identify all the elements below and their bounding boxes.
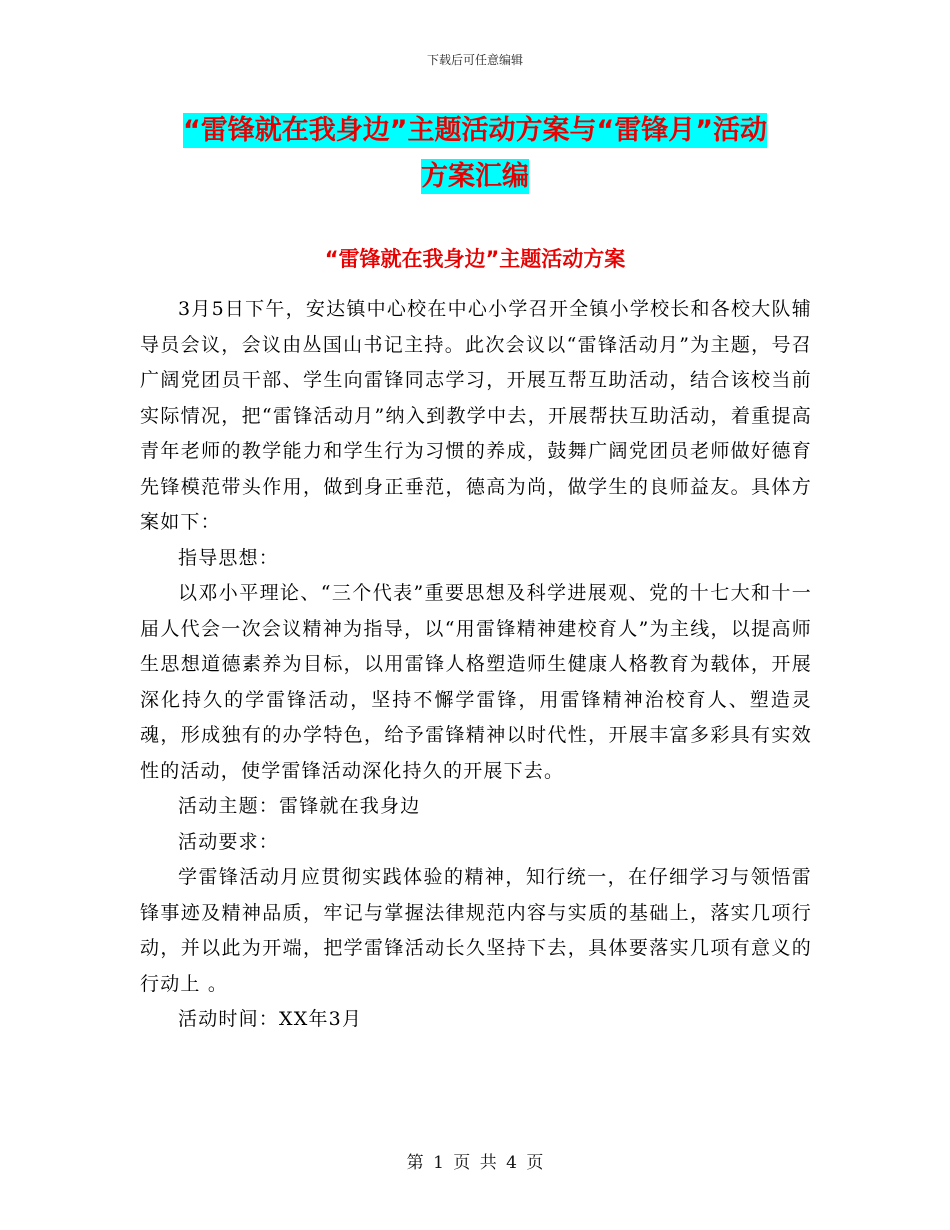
section-title: “雷锋就在我身边”主题活动方案 [324,247,626,271]
paragraph-guiding-thought: 以邓小平理论、“三个代表”重要思想及科学进展观、党的十七大和十一届人代会一次会议精神为指导，以“用雷锋精神建校育人”为主线，以提高师生思想道德素养为目标，以用雷锋人格塑造师生健康人格教育为载体，开展深化持久的学雷锋活动，坚持不懈学雷锋，用雷锋精神治校育人、塑造灵魂，形成独有的办学特色，给予雷锋精神以时代性，开展丰富多彩具有实效性的活动，使学雷锋活动深化持久的开展下去。 [140,582,812,782]
document-title [140,108,810,200]
paragraph-requirements: 学雷锋活动月应贯彻实践体验的精神，知行统一，在仔细学习与领悟雷锋事迹及精神品质，牢记与掌握法律规范内容与实质的基础上，落实几项行动，并以此为开端，把学雷锋活动长久坚持下去，具体要落实几项有意义的行动上 。 [140,866,812,995]
document-body [140,292,812,1038]
document-title-line2: 方案汇编 [421,161,529,192]
document-title-line1: “雷锋就在我身边”主题活动方案与“雷锋月”活动 [183,115,767,146]
paragraph-requirements-heading: 活动要求： [178,830,280,853]
paragraph-intro: 3月5日下午，安达镇中心校在中心小学召开全镇小学校长和各校大队辅导员会议，会议由丛国山书记主持。此次会议以“雷锋活动月”为主题，号召广阔党团员干部、学生向雷锋同志学习，开展互帮互助活动，结合该校当前实际情况，把“雷锋活动月”纳入到教学中去，开展帮扶互助活动，着重提高青年老师的教学能力和学生行为习惯的养成，鼓舞广阔党团员老师做好德育先锋模范带头作用，做到身正垂范，德高为尚，做学生的良师益友。具体方案如下： [140,298,812,533]
paragraph-guiding-heading: 指导思想： [178,546,280,569]
page-number: 第 1 页 共 4 页 [406,1153,544,1173]
paragraph-activity-time: 活动时间：XX年3月 [178,1008,363,1030]
page-header-note: 下载后可任意编辑 [426,53,523,67]
paragraph-activity-theme: 活动主题：雷锋就在我身边 [178,795,421,817]
